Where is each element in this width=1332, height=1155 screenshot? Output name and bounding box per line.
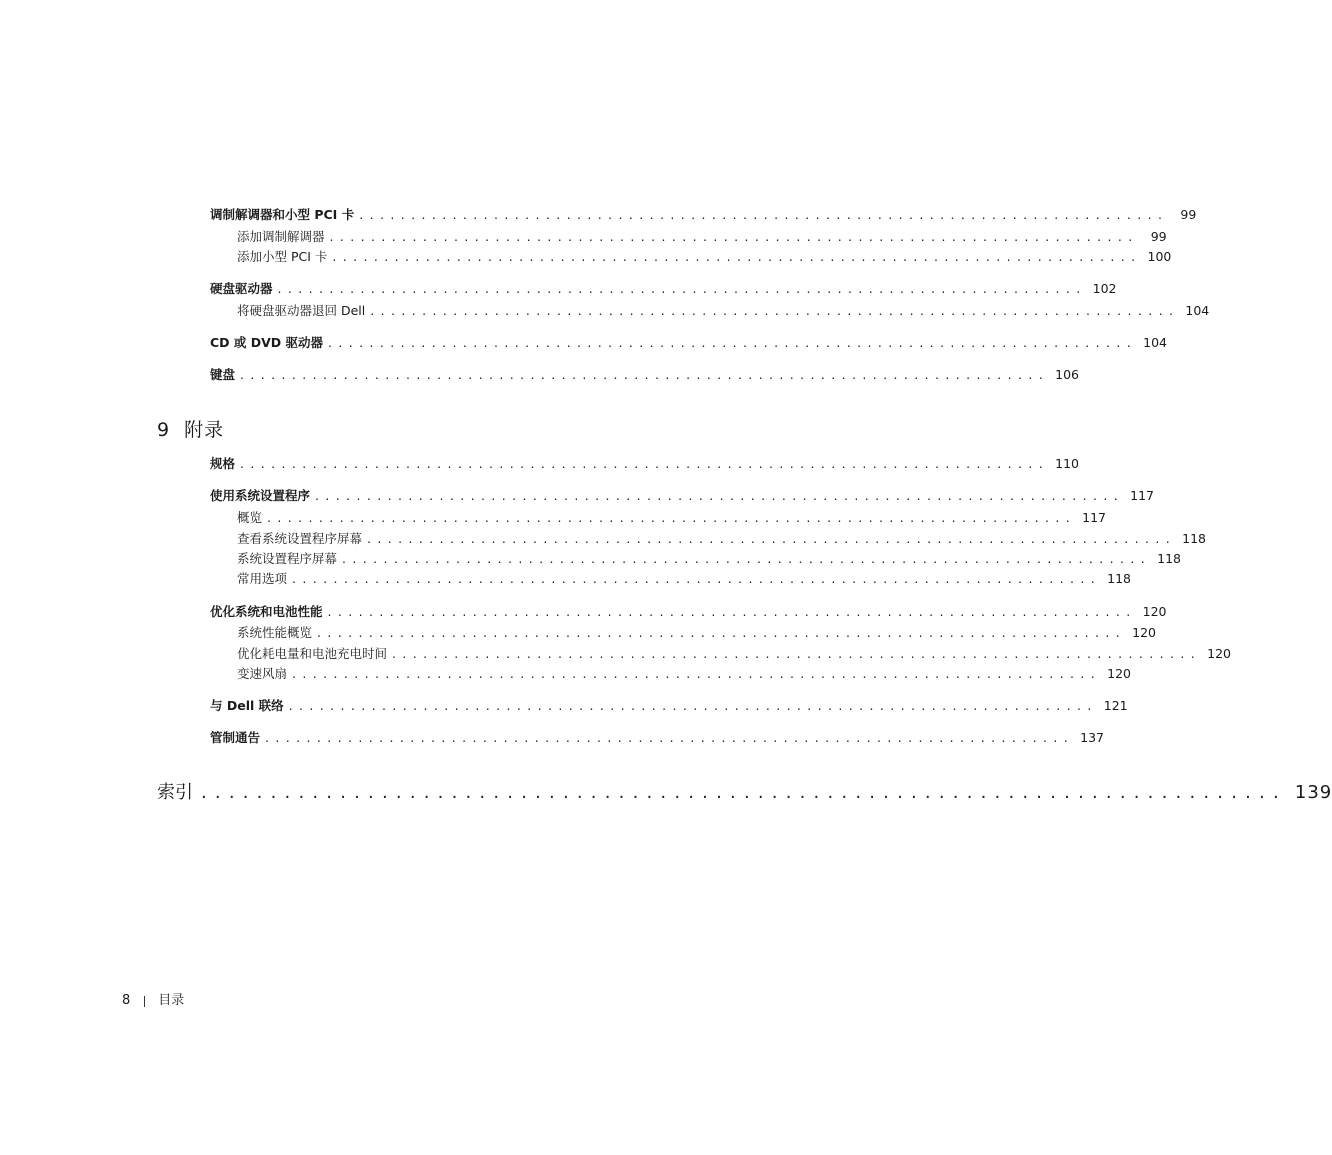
toc-entry-title: 系统设置程序屏幕 [237, 551, 338, 566]
toc-entry-page: 99 [1180, 207, 1197, 222]
toc-entry-page: 104 [1143, 335, 1168, 350]
toc-entry[interactable] [210, 281, 1117, 297]
toc-subentry[interactable] [237, 303, 1210, 319]
toc-entry-title: 调制解调器和小型 PCI 卡 [210, 207, 355, 222]
toc-entry[interactable] [210, 456, 1079, 472]
toc-entry-page: 117 [1130, 488, 1154, 503]
toc-entry[interactable] [210, 335, 1168, 351]
leader-dots: .............................................................................. [267, 510, 1077, 525]
leader-dots: .............................................................................. [328, 335, 1138, 350]
toc-subentry[interactable] [237, 646, 1231, 662]
leader-dots: .............................................................................. [332, 249, 1142, 264]
toc-entry-title: 变速风扇 [237, 666, 288, 681]
leader-dots: .............................................................................. [317, 625, 1127, 640]
toc-entry-title: 系统性能概览 [237, 625, 313, 640]
leader-dots: .............................................................................. [288, 698, 1098, 713]
toc-entry-title: 与 Dell 联络 [210, 698, 284, 713]
toc-entry-page: 118 [1182, 531, 1206, 546]
toc-entry-title: 管制通告 [210, 730, 261, 745]
toc-subentry[interactable] [237, 229, 1167, 245]
toc-entry-page: 137 [1080, 730, 1104, 745]
leader-dots: .............................................................................. [201, 782, 1287, 803]
leader-dots: .............................................................................. [240, 456, 1050, 471]
leader-dots: .............................................................................. [240, 367, 1050, 382]
toc-entry-page: 102 [1092, 281, 1117, 296]
toc-entry-page: 120 [1107, 666, 1131, 681]
leader-dots: .............................................................................. [370, 303, 1180, 318]
toc-entry-title: CD 或 DVD 驱动器 [210, 335, 324, 350]
leader-dots: .............................................................................. [329, 229, 1139, 244]
toc-entry[interactable] [210, 604, 1167, 620]
toc-subentry[interactable] [237, 666, 1131, 682]
chapter-title: 附录 [184, 419, 225, 441]
toc-subentry[interactable] [237, 510, 1106, 526]
toc-entry-page: 120 [1132, 625, 1156, 640]
toc-entry-page: 118 [1107, 571, 1131, 586]
leader-dots: .............................................................................. [292, 571, 1102, 586]
toc-entry-title: 硬盘驱动器 [210, 281, 273, 296]
chapter-heading[interactable] [157, 418, 224, 442]
toc-entry-title: 常用选项 [237, 571, 288, 586]
toc-entry-title: 规格 [210, 456, 236, 471]
toc-entry[interactable] [210, 207, 1197, 223]
leader-dots: .............................................................................. [265, 730, 1075, 745]
toc-entry-title: 优化系统和电池性能 [210, 604, 323, 619]
toc-entry-page: 117 [1082, 510, 1106, 525]
index-page: 139 [1294, 782, 1332, 803]
toc-entry[interactable] [210, 698, 1128, 714]
leader-dots: .............................................................................. [342, 551, 1152, 566]
leader-dots: .............................................................................. [327, 604, 1137, 619]
chapter-number: 9 [157, 419, 171, 441]
leader-dots: .............................................................................. [367, 531, 1177, 546]
toc-entry[interactable] [210, 488, 1154, 504]
page-footer [122, 992, 184, 1010]
toc-entry[interactable] [210, 730, 1104, 746]
toc-subentry[interactable] [237, 531, 1206, 547]
leader-dots: .............................................................................. [315, 488, 1125, 503]
leader-dots: .............................................................................. [359, 207, 1169, 222]
leader-dots: .............................................................................. [392, 646, 1202, 661]
toc-subentry[interactable] [237, 551, 1181, 567]
toc-entry-page: 110 [1055, 456, 1079, 471]
toc-entry-page: 99 [1150, 229, 1167, 244]
toc-entry-title: 使用系统设置程序 [210, 488, 311, 503]
leader-dots: .............................................................................. [292, 666, 1102, 681]
leader-dots: .............................................................................. [277, 281, 1087, 296]
toc-entry-title: 键盘 [210, 367, 236, 382]
index-title: 索引 [157, 782, 193, 803]
toc-entry-page: 120 [1207, 646, 1231, 661]
toc-subentry[interactable] [237, 571, 1131, 587]
toc-entry-page: 120 [1142, 604, 1167, 619]
toc-entry-page: 118 [1157, 551, 1181, 566]
toc-entry-title: 优化耗电量和电池充电时间 [237, 646, 388, 661]
toc-entry-title: 概览 [237, 510, 263, 525]
toc-entry-title: 添加调制解调器 [237, 229, 325, 244]
footer-page-number: 8 [122, 993, 131, 1008]
toc-subentry[interactable] [237, 625, 1156, 641]
footer-divider [144, 996, 145, 1007]
toc-entry-page: 106 [1055, 367, 1079, 382]
toc-subentry[interactable] [237, 249, 1172, 265]
toc-entry-page: 121 [1103, 698, 1128, 713]
toc-entry-title: 查看系统设置程序屏幕 [237, 531, 363, 546]
footer-section-title: 目录 [158, 993, 185, 1008]
toc-entry-title: 将硬盘驱动器退回 Dell [237, 303, 366, 318]
toc-entry-page: 100 [1147, 249, 1172, 264]
toc-entry[interactable] [210, 367, 1079, 383]
toc-entry-title: 添加小型 PCI 卡 [237, 249, 328, 264]
toc-index-entry[interactable] [157, 781, 1332, 805]
toc-entry-page: 104 [1185, 303, 1210, 318]
